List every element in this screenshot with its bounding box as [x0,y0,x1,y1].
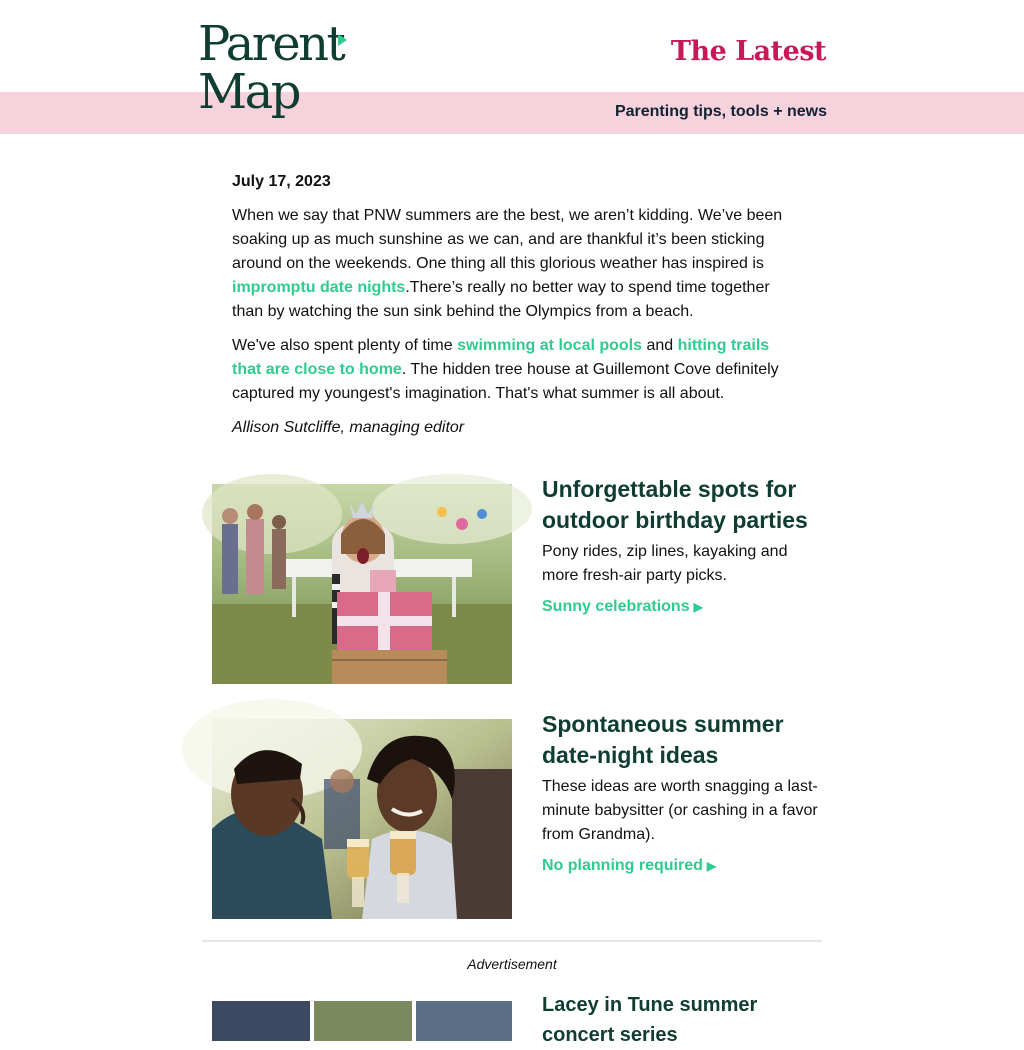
article-description: Pony rides, zip lines, kayaking and more fresh-air party picks. [542,543,788,584]
birthday-party-photo[interactable] [212,484,512,684]
intro-section [232,170,792,450]
issue-date: July 17, 2023 [232,173,331,190]
link-hitting-trails[interactable]: hitting trails that are close to home [232,337,770,378]
advertisement-title[interactable]: Lacey in Tune summer concert series [542,994,758,1046]
no-planning-required-link[interactable]: No planning required ▶ [542,857,717,874]
tagline: Parenting tips, tools + news [614,103,827,120]
intro-paragraph-2: We've also spent plenty of time swimming at local pools and hitting trails that are close to home. The hidden tree house at Guillemont Cove definitely captured my youngest's imagination. That's what summer is all about. [232,337,779,402]
parentmap-logo[interactable] [198,14,358,122]
link-impromptu-date-nights[interactable]: impromptu date nights [232,279,406,296]
logo-line2: Map [198,64,299,120]
play-triangle-icon: ▶ [706,859,717,873]
article-title[interactable]: Unforgettable spots for outdoor birthday parties [542,476,808,533]
section-title: The Latest [670,36,826,67]
divider [202,940,822,942]
sunny-celebrations-link[interactable]: Sunny celebrations ▶ [542,598,703,615]
logo-line1: Parent [198,16,344,72]
article-title[interactable]: Spontaneous summer date-night ideas [542,711,784,768]
date-night-photo[interactable] [212,719,512,919]
article-description: These ideas are worth snagging a last-minute babysitter (or cashing in a favor from Grandma). [542,778,818,843]
link-swimming-local-pools[interactable]: swimming at local pools [457,337,643,354]
tagline-band [0,92,1024,134]
header [0,0,1024,92]
editor-signature: Allison Sutcliffe, managing editor [232,419,465,436]
concert-photo-strip[interactable] [212,1001,512,1041]
intro-paragraph-1: When we say that PNW summers are the best, we aren’t kidding. We’ve been soaking up as much sunshine as we can, and are thankful it’s been sticking around on the weekends. One thing all this glorious weather has inspired is impromptu date nights.There’s really no better way to spend time together than by watching the sun sink behind the Olympics from a beach. [232,207,783,320]
article-text [542,474,824,616]
logo-arrow-icon [338,34,347,46]
play-triangle-icon: ▶ [693,600,703,614]
article-text [542,709,824,875]
advertisement-label: Advertisement [467,956,557,972]
